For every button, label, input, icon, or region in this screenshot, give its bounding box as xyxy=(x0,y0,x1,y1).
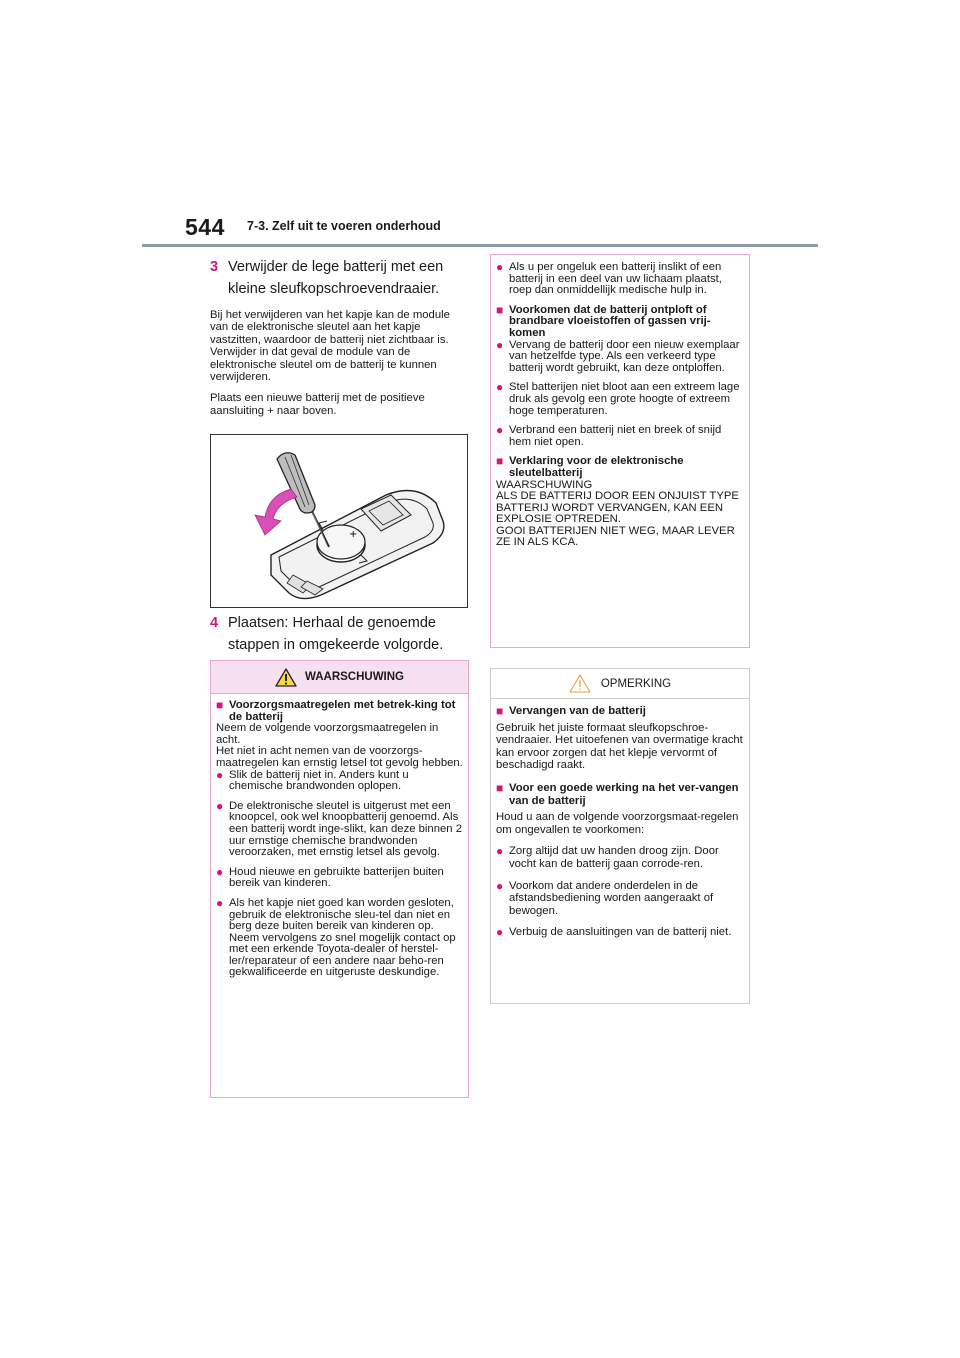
round-bullet-icon: ● xyxy=(216,767,224,782)
square-bullet-icon: ■ xyxy=(496,704,504,718)
bullet-text: Als het kapje niet goed kan worden gesloten, gebruik de elektronische sleu-tel dan niet en berg deze buiten bereik van kinderen op. Neem vervolgens zo snel mogelijk contact op met een erkende Toyota-dealer of herstel-ler/reparateur of een andere naar beho-ren gekwalificeerde en uitgeruste deskundige. xyxy=(229,896,456,979)
square-bullet-icon: ■ xyxy=(496,454,504,469)
heading-text: Voorkomen dat de batterij ontploft of brandbare vloeistoffen of gassen vrij-komen xyxy=(509,303,711,339)
warning-intro: Neem de volgende voorzorgsmaatregelen in acht. Het niet in acht nemen van de voorzorgs-maatregelen kan ernstig letsel tot gevolg hebben. xyxy=(216,722,463,769)
bullet-text: Slik de batterij niet in. Anders kunt u chemische brandwonden oplopen. xyxy=(229,768,409,793)
bullet-text: Voorkom dat andere onderdelen in de afstandsbediening worden aangeraakt of bewogen. xyxy=(509,879,714,917)
note-paragraph: Gebruik het juiste formaat sleufkopschroe-vendraaier. Het uitoefenen van overmatige kracht kan ervoor zorgen dat het klepje vervormt of beschadigd raakt. xyxy=(496,721,743,772)
left-column xyxy=(210,256,468,417)
bullet-item xyxy=(216,767,463,793)
header-rule xyxy=(142,244,818,247)
note-title: OPMERKING xyxy=(600,677,672,690)
bullet-text: De elektronische sleutel is uitgerust met een knoopcel, ook wel knoopbatterij genoemd. Als een batterij wordt inge-slikt, kan deze binnen 2 uur ernstige chemische brandwonden veroorzaken, met ernstig letsel als gevolg. xyxy=(229,799,462,859)
bullet-item xyxy=(496,926,744,939)
bullet-item xyxy=(496,337,744,375)
bullet-item xyxy=(216,864,463,890)
step-4-wrapper xyxy=(210,612,468,656)
bullet-item xyxy=(496,425,744,448)
round-bullet-icon: ● xyxy=(496,380,504,395)
round-bullet-icon: ● xyxy=(216,895,224,910)
paragraph: Plaats een nieuwe batterij met de positieve aansluiting + naar boven. xyxy=(210,392,425,417)
square-bullet-icon: ■ xyxy=(216,698,224,712)
key-battery-illustration xyxy=(211,435,467,607)
round-bullet-icon: ● xyxy=(496,925,504,940)
round-bullet-icon: ● xyxy=(216,798,224,813)
warning-title: WAARSCHUWING xyxy=(304,671,405,683)
heading-text: Voorzorgsmaatregelen met betrek-king tot de batterij xyxy=(229,699,456,723)
step-3 xyxy=(210,256,468,300)
paragraph: Bij het verwijderen van het kapje kan de module van de elektronische sleutel aan het kapje vastzitten, waardoor de batterij niet zichtbaar is. Verwijder in dat geval de module van de elektronische sleutel om de batterij te kunnen verwijderen. xyxy=(210,309,450,384)
bullet-text: Vervang de batterij door een nieuw exemplaar van hetzelfde type. Als een verkeerd type batterij wordt gebruikt, kan deze ontploffen. xyxy=(509,338,740,374)
round-bullet-icon: ● xyxy=(496,423,504,438)
bullet-text: Zorg altijd dat uw handen droog zijn. Door vocht kan de batterij gaan corrode-ren. xyxy=(509,845,719,870)
heading-text: Voor een goede werking na het ver-vangen van de batterij xyxy=(509,781,739,807)
round-bullet-icon: ● xyxy=(496,260,504,274)
warning-body xyxy=(211,694,468,979)
round-bullet-icon: ● xyxy=(496,844,504,859)
step-4 xyxy=(210,612,468,656)
warning-header xyxy=(211,661,468,694)
note-body xyxy=(491,699,749,939)
note-box xyxy=(490,668,750,1004)
square-bullet-icon: ■ xyxy=(496,302,504,317)
step-text: Plaatsen: Herhaal de genoemde stappen in omgekeerde volgorde. xyxy=(228,615,444,653)
step-text: Verwijder de lege batterij met een kleine sleufkopschroevendraaier. xyxy=(228,259,444,297)
step-number: 3 xyxy=(210,259,219,275)
battery-statement: WAARSCHUWING ALS DE BATTERIJ DOOR EEN ONJUIST TYPE BATTERIJ WORDT VERVANGEN, KAN EEN EXPLOSIE OPTREDEN. GOOI BATTERIJEN NIET WEG, MAAR LEVER ZE IN ALS KCA. xyxy=(496,478,739,549)
section-heading xyxy=(496,456,744,479)
bullet-item xyxy=(496,382,744,417)
step-number: 4 xyxy=(210,615,219,631)
round-bullet-icon: ● xyxy=(216,864,224,879)
bullet-item xyxy=(496,845,744,870)
bullet-text: Stel batterijen niet bloot aan een extreem lage druk als gevolg een grote hoogte of extreem hoge temperaturen. xyxy=(509,381,740,417)
heading-text: Verklaring voor de elektronische sleutelbatterij xyxy=(509,455,684,479)
page-number: 544 xyxy=(185,214,225,240)
bullet-text: Verbuig de aansluitingen van de batterij niet. xyxy=(509,926,732,939)
bullet-text: Als u per ongeluk een batterij inslikt of een batterij in een deel van uw lichaam plaatst, roep dan onmiddellijk medische hulp in. xyxy=(509,261,722,297)
note-paragraph: Houd u aan de volgende voorzorgsmaat-regelen om ongevallen te voorkomen: xyxy=(496,811,739,836)
battery-replacement-figure xyxy=(210,434,468,608)
section-heading xyxy=(496,782,744,807)
warning-box xyxy=(210,660,469,1098)
bullet-text: Houd nieuwe en gebruikte batterijen buiten bereik van kinderen. xyxy=(229,865,444,890)
bullet-item xyxy=(496,262,744,297)
bullet-item xyxy=(216,798,463,859)
round-bullet-icon: ● xyxy=(496,878,504,893)
bullet-item xyxy=(216,895,463,979)
note-header xyxy=(491,669,749,699)
heading-text: Vervangen van de batterij xyxy=(509,705,646,717)
caution-outline-triangle-icon xyxy=(569,674,591,693)
section-heading xyxy=(496,302,744,340)
section-heading xyxy=(496,705,744,718)
warning-triangle-icon xyxy=(275,668,297,687)
bullet-text: Verbrand een batterij niet en breek of snijd hem niet open. xyxy=(509,424,722,448)
warning-heading xyxy=(216,700,463,723)
round-bullet-icon: ● xyxy=(496,337,504,352)
square-bullet-icon: ■ xyxy=(496,780,504,795)
bullet-item xyxy=(496,880,744,918)
section-title: 7-3. Zelf uit te voeren onderhoud xyxy=(247,219,441,233)
battery-plus-sign: + xyxy=(349,529,358,540)
warning-continuation-box xyxy=(490,254,750,648)
